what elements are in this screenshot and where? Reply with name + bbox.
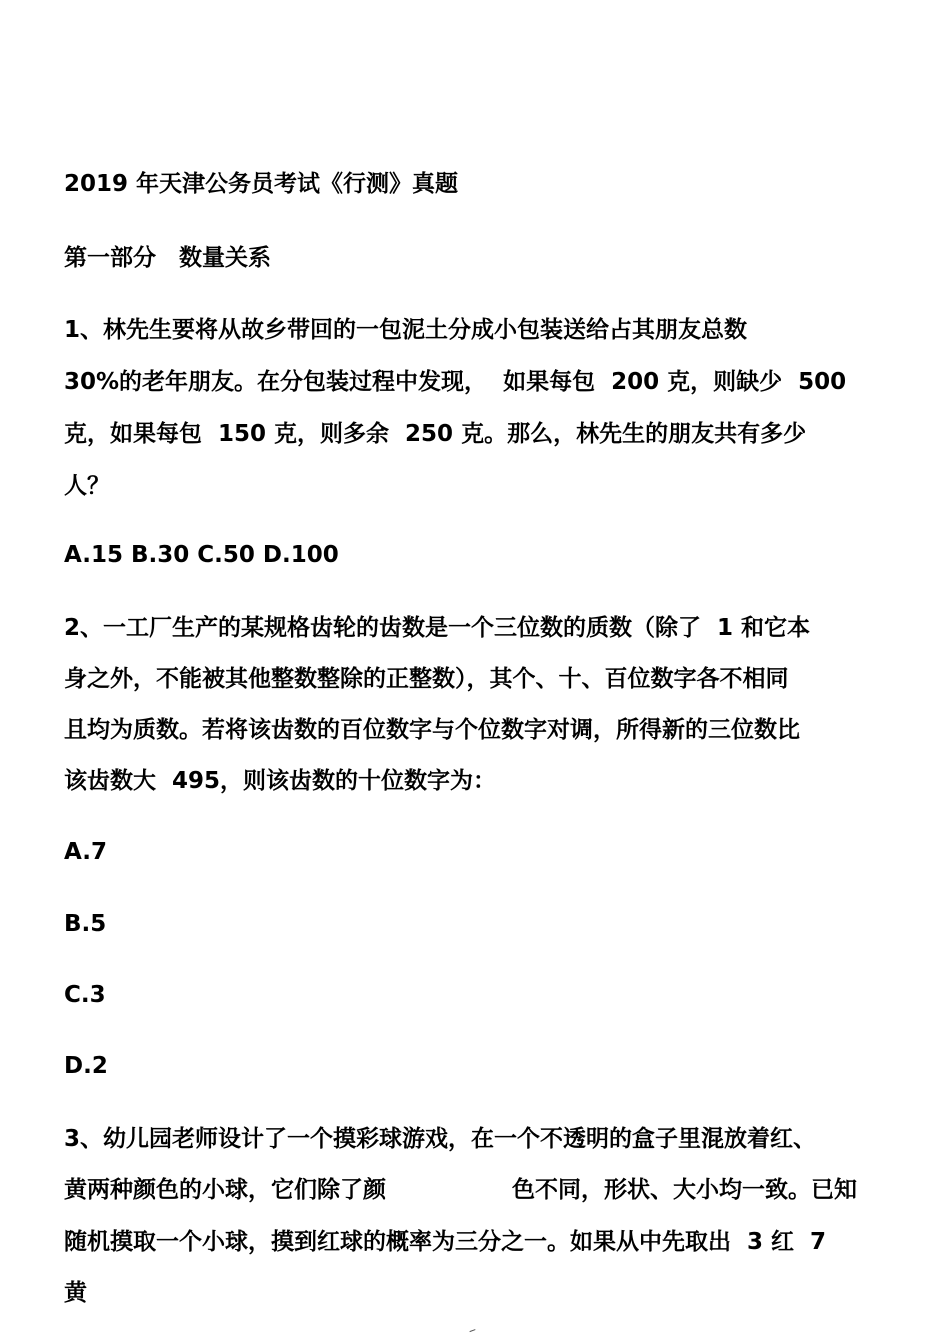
question-1-line-4: 人？ — [64, 473, 110, 499]
page-mark — [469, 1329, 476, 1335]
question-3-line-2b: 色不同，形状、大小均一致。已知 — [512, 1177, 857, 1203]
question-2-option-c: C.3 — [64, 982, 106, 1008]
question-2-line-3: 且均为质数。若将该齿数的百位数字与个位数字对调，所得新的三位数比 — [64, 717, 800, 743]
question-3-line-1: 3、幼儿园老师设计了一个摸彩球游戏，在一个不透明的盒子里混放着红、 — [64, 1126, 817, 1152]
question-2-option-d: D.2 — [64, 1053, 108, 1079]
question-1-line-3: 克，如果每包 150 克，则多余 250 克。那么，林先生的朋友共有多少 — [64, 421, 807, 447]
question-1-line-1: 1、林先生要将从故乡带回的一包泥土分成小包装送给占其朋友总数 — [64, 317, 748, 343]
question-2-line-1: 2、一工厂生产的某规格齿轮的齿数是一个三位数的质数（除了 1 和它本 — [64, 615, 811, 641]
question-3-line-4: 黄 — [64, 1280, 87, 1306]
question-2-option-a: A.7 — [64, 839, 107, 865]
question-1-line-2: 30%的老年朋友。在分包装过程中发现， 如果每包 200 克，则缺少 500 — [64, 369, 847, 395]
question-3-line-3: 随机摸取一个小球，摸到红球的概率为三分之一。如果从中先取出 3 红 7 — [64, 1229, 827, 1255]
question-2-option-b: B.5 — [64, 911, 107, 937]
document-title: 2019 年天津公务员考试《行测》真题 — [64, 171, 459, 197]
question-2-line-2: 身之外，不能被其他整数整除的正整数），其个、十、百位数字各不相同 — [64, 666, 789, 692]
question-2-line-4: 该齿数大 495，则该齿数的十位数字为： — [64, 768, 497, 794]
question-3-line-2a: 黄两种颜色的小球，它们除了颜 — [64, 1177, 386, 1203]
question-1-options: A.15 B.30 C.50 D.100 — [64, 542, 339, 568]
section-heading: 第一部分 数量关系 — [64, 245, 271, 271]
